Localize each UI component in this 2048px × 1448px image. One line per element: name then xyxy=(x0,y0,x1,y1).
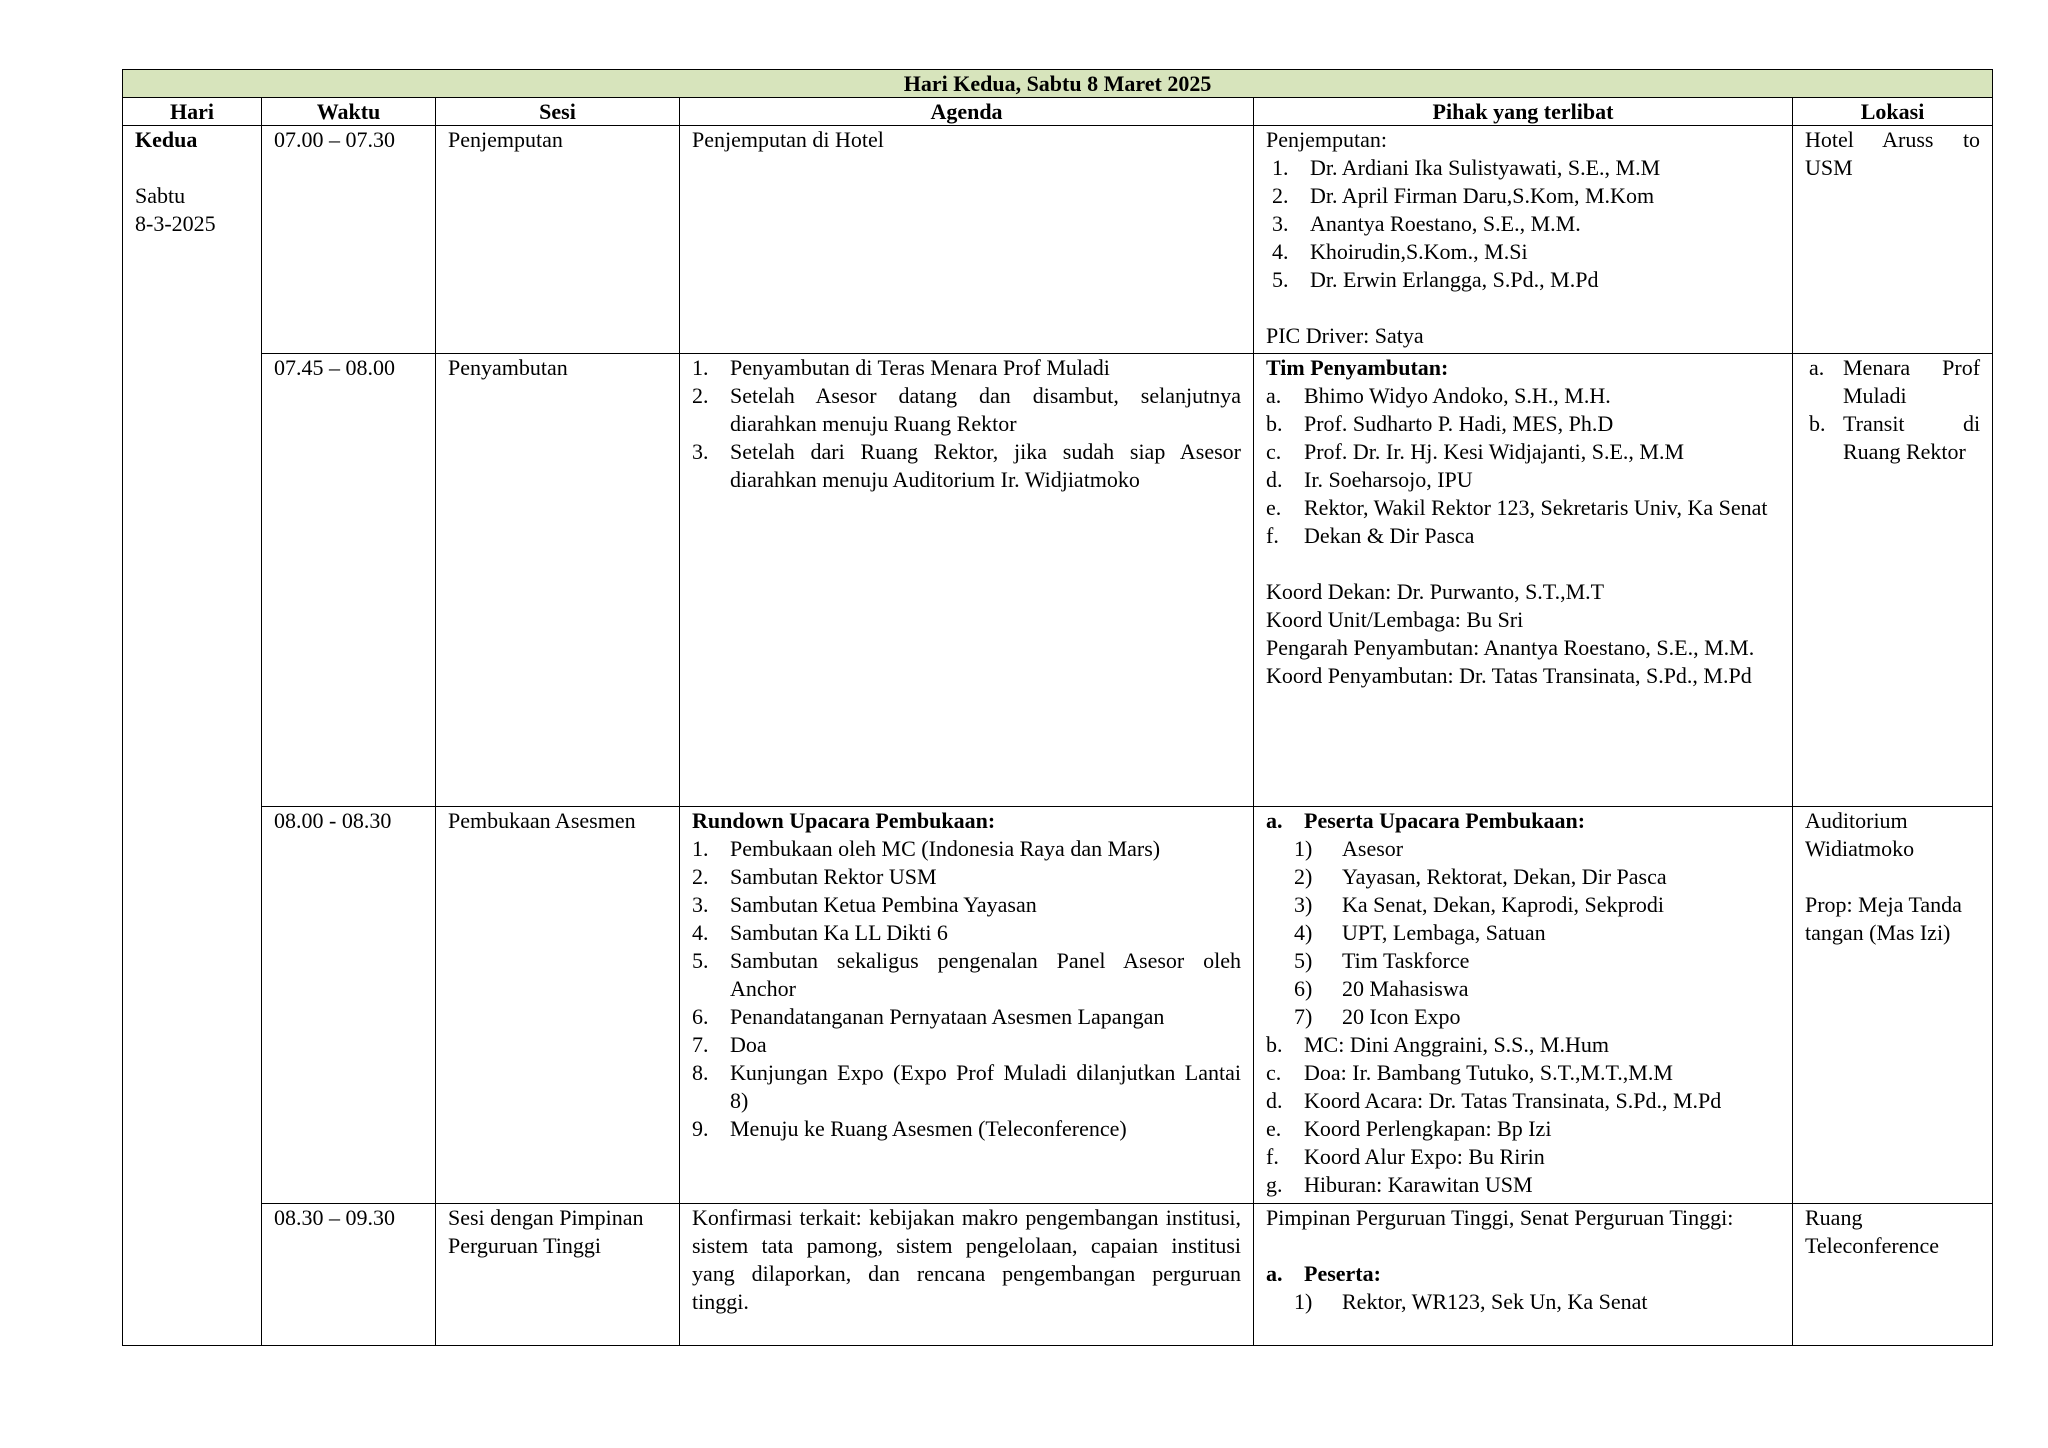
location-cell xyxy=(1793,354,1993,807)
column-header-lokasi: Lokasi xyxy=(1793,98,1993,126)
list-item: 6) 20 Mahasiswa xyxy=(1294,976,1469,1001)
list-item: 7) 20 Icon Expo xyxy=(1294,1004,1461,1029)
location-cell xyxy=(1793,807,1993,1204)
schedule-table xyxy=(122,69,1993,1346)
session-cell: Penyambutan xyxy=(436,354,680,807)
list-item: 2. Sambutan Rektor USM xyxy=(692,864,937,889)
session-cell: Pembukaan Asesmen xyxy=(436,807,680,1204)
column-header-waktu: Waktu xyxy=(262,98,436,126)
agenda-list xyxy=(692,835,1241,1143)
participants-list xyxy=(1266,807,1780,835)
table-row xyxy=(123,354,1993,807)
table-row xyxy=(123,807,1993,1204)
agenda-heading: Rundown Upacara Pembukaan: xyxy=(692,808,996,833)
location-cell: Hotel Aruss to USM xyxy=(1793,126,1993,354)
participants-intro: Pimpinan Perguruan Tinggi, Senat Perguruan Tinggi: xyxy=(1266,1205,1734,1230)
session-cell: Sesi dengan Pimpinan Perguruan Tinggi xyxy=(436,1204,680,1346)
list-item: 5) Tim Taskforce xyxy=(1294,948,1470,973)
list-item: e. Rektor, Wakil Rektor 123, Sekretaris Univ, Ka Senat xyxy=(1266,495,1768,520)
list-item: 3. Sambutan Ketua Pembina Yayasan xyxy=(692,892,1037,917)
list-item: a. Peserta: xyxy=(1266,1261,1381,1286)
time-cell: 08.00 - 08.30 xyxy=(262,807,436,1204)
list-item: b. Prof. Sudharto P. Hadi, MES, Ph.D xyxy=(1266,411,1614,436)
participants-list xyxy=(1266,154,1780,294)
time-cell: 08.30 – 09.30 xyxy=(262,1204,436,1346)
column-header-hari: Hari xyxy=(123,98,262,126)
time-cell: 07.45 – 08.00 xyxy=(262,354,436,807)
location-cell: Ruang Teleconference xyxy=(1793,1204,1993,1346)
column-header-sesi: Sesi xyxy=(436,98,680,126)
location-name: Auditorium Widiatmoko xyxy=(1805,808,1915,861)
participants-cell xyxy=(1254,807,1793,1204)
list-item: 1. Penyambutan di Teras Menara Prof Muladi xyxy=(692,355,1110,380)
participants-sublist xyxy=(1266,835,1780,1031)
list-item: 5. Dr. Erwin Erlangga, S.Pd., M.Pd xyxy=(1272,267,1599,292)
participants-note: PIC Driver: Satya xyxy=(1266,323,1424,348)
agenda-cell xyxy=(680,354,1254,807)
list-item: g. Hiburan: Karawitan USM xyxy=(1266,1172,1533,1197)
list-item: 5. Sambutan sekaligus pengenalan Panel Asesor oleh Anchor xyxy=(692,948,1241,1001)
day-date: 8-3-2025 xyxy=(135,211,216,236)
list-item: 1) Rektor, WR123, Sek Un, Ka Senat xyxy=(1294,1289,1648,1314)
list-item: 3) Ka Senat, Dekan, Kaprodi, Sekprodi xyxy=(1294,892,1664,917)
location-list xyxy=(1805,354,1980,466)
agenda-cell xyxy=(680,807,1254,1204)
participants-cell xyxy=(1254,126,1793,354)
participants-heading: Penjemputan: xyxy=(1266,127,1387,152)
participants-note: Koord Dekan: Dr. Purwanto, S.T.,M.T xyxy=(1266,579,1605,604)
list-item: 2) Yayasan, Rektorat, Dekan, Dir Pasca xyxy=(1294,864,1667,889)
participants-list xyxy=(1266,1031,1780,1199)
table-row xyxy=(123,126,1993,354)
list-item: 1. Dr. Ardiani Ika Sulistyawati, S.E., M.M xyxy=(1272,155,1661,180)
list-item: 1. Pembukaan oleh MC (Indonesia Raya dan Mars) xyxy=(692,836,1161,861)
participants-heading: Tim Penyambutan: xyxy=(1266,355,1449,380)
list-item: 6. Penandatanganan Pernyataan Asesmen Lapangan xyxy=(692,1004,1165,1029)
list-item: b. MC: Dini Anggraini, S.S., M.Hum xyxy=(1266,1032,1609,1057)
list-item: c. Doa: Ir. Bambang Tutuko, S.T.,M.T.,M.M xyxy=(1266,1060,1673,1085)
participants-note: Koord Unit/Lembaga: Bu Sri xyxy=(1266,607,1524,632)
list-item: 3. Anantya Roestano, S.E., M.M. xyxy=(1272,211,1581,236)
list-item: f. Koord Alur Expo: Bu Ririn xyxy=(1266,1144,1545,1169)
list-item: a. Peserta Upacara Pembukaan: xyxy=(1266,808,1586,833)
list-item: 8. Kunjungan Expo (Expo Prof Muladi dilanjutkan Lantai 8) xyxy=(692,1060,1241,1113)
participants-list xyxy=(1266,382,1780,550)
location-note: Prop: Meja Tanda tangan (Mas Izi) xyxy=(1805,892,1962,945)
list-item: d. Koord Acara: Dr. Tatas Transinata, S.Pd., M.Pd xyxy=(1266,1088,1722,1113)
list-item: 9. Menuju ke Ruang Asesmen (Teleconference) xyxy=(692,1116,1127,1141)
list-item: 1) Asesor xyxy=(1294,836,1404,861)
table-row xyxy=(123,1204,1993,1346)
participants-cell xyxy=(1254,354,1793,807)
list-item: 4. Khoirudin,S.Kom., M.Si xyxy=(1272,239,1528,264)
list-item: 4. Sambutan Ka LL Dikti 6 xyxy=(692,920,948,945)
list-item: d. Ir. Soeharsojo, IPU xyxy=(1266,467,1473,492)
participants-list xyxy=(1266,1260,1780,1288)
list-item: 7. Doa xyxy=(692,1032,767,1057)
header-row xyxy=(123,98,1993,126)
day-name: Kedua xyxy=(135,127,198,152)
list-item: f. Dekan & Dir Pasca xyxy=(1266,523,1475,548)
list-item: 2. Dr. April Firman Daru,S.Kom, M.Kom xyxy=(1272,183,1655,208)
participants-cell xyxy=(1254,1204,1793,1346)
table-title: Hari Kedua, Sabtu 8 Maret 2025 xyxy=(123,70,1993,98)
column-header-pihak: Pihak yang terlibat xyxy=(1254,98,1793,126)
agenda-cell: Penjemputan di Hotel xyxy=(680,126,1254,354)
time-cell: 07.00 – 07.30 xyxy=(262,126,436,354)
list-item: a. Bhimo Widyo Andoko, S.H., M.H. xyxy=(1266,383,1611,408)
participants-note: Koord Penyambutan: Dr. Tatas Transinata, S.Pd., M.Pd xyxy=(1266,663,1752,688)
list-item: b. Transit di Ruang Rektor xyxy=(1809,411,1981,464)
participants-sublist xyxy=(1266,1288,1780,1316)
title-row xyxy=(123,70,1993,98)
agenda-list xyxy=(692,354,1241,494)
session-cell: Penjemputan xyxy=(436,126,680,354)
day-weekday: Sabtu xyxy=(135,183,186,208)
list-item: e. Koord Perlengkapan: Bp Izi xyxy=(1266,1116,1552,1141)
list-item: 3. Setelah dari Ruang Rektor, jika sudah siap Asesor diarahkan menuju Auditorium Ir. Widjiatmoko xyxy=(692,439,1241,492)
list-item: 4) UPT, Lembaga, Satuan xyxy=(1294,920,1546,945)
day-cell xyxy=(123,126,262,1346)
list-item: 2. Setelah Asesor datang dan disambut, selanjutnya diarahkan menuju Ruang Rektor xyxy=(692,383,1241,436)
list-item: c. Prof. Dr. Ir. Hj. Kesi Widjajanti, S.E., M.M xyxy=(1266,439,1685,464)
column-header-agenda: Agenda xyxy=(680,98,1254,126)
participants-note: Pengarah Penyambutan: Anantya Roestano, S.E., M.M. xyxy=(1266,635,1755,660)
agenda-cell: Konfirmasi terkait: kebijakan makro pengembangan institusi, sistem tata pamong, sistem pengelolaan, capaian institusi yang dilaporkan, dan rencana pengembangan perguruan tinggi. xyxy=(680,1204,1254,1346)
list-item: a. Menara Prof Muladi xyxy=(1809,355,1981,408)
